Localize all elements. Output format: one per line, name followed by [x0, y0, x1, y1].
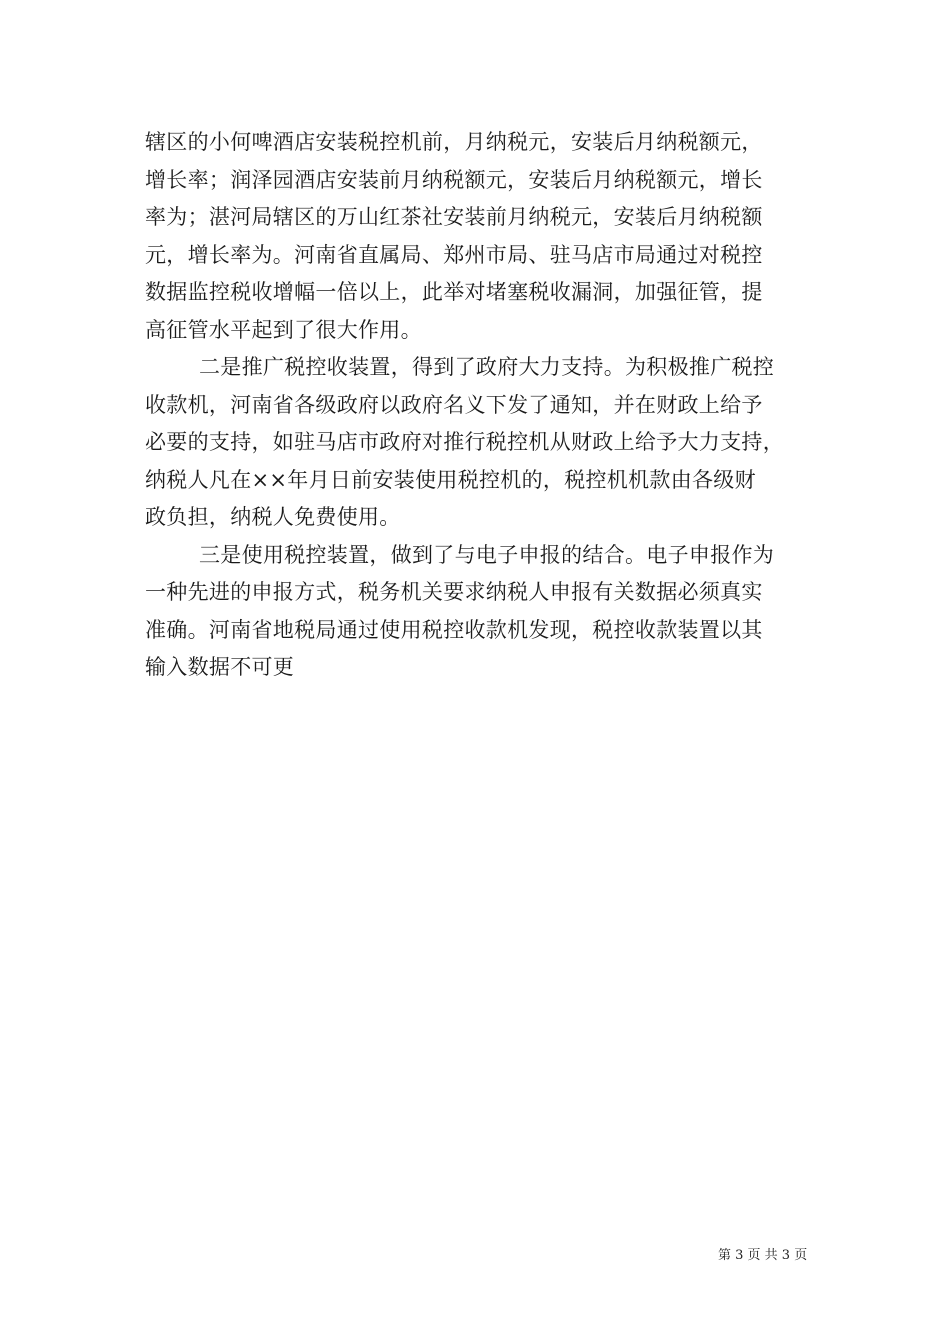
text-line: 一种先进的申报方式，税务机关要求纳税人申报有关数据必须真实 — [145, 580, 763, 604]
text-line: 纳税人凡在××年月日前安装使用税控机的，税控机机款由各级财 — [145, 467, 756, 492]
text-line: 准确。河南省地税局通过使用税控收款机发现，税控收款装置以其 — [145, 617, 763, 642]
text-line: 二是推广税控收装置，得到了政府大力支持。为积极推广税控 — [199, 355, 775, 379]
text-line: 高征管水平起到了很大作用。 — [145, 317, 422, 342]
paragraph-continuation — [145, 124, 810, 349]
text-line: 输入数据不可更 — [145, 655, 295, 679]
text-line: 率为；湛河局辖区的万山红茶社安装前月纳税元，安装后月纳税额 — [145, 205, 763, 229]
text-line: 数据监控税收增幅一倍以上，此举对堵塞税收漏洞，加强征管，提 — [145, 280, 763, 304]
text-line: 必要的支持，如驻马店市政府对推行税控机从财政上给予大力支持， — [145, 430, 784, 454]
text-line: 政负担，纳税人免费使用。 — [145, 505, 401, 529]
text-line: 收款机，河南省各级政府以政府名义下发了通知，并在财政上给予 — [145, 392, 763, 417]
paragraph-third-point — [145, 537, 810, 687]
text-line: 三是使用税控装置，做到了与电子申报的结合。电子申报作为 — [199, 542, 775, 567]
paragraph-second-point — [145, 349, 810, 537]
page-number-footer: 第 3 页 共 3 页 — [718, 1248, 808, 1263]
text-line: 增长率；润泽园酒店安装前月纳税额元，安装后月纳税额元，增长 — [145, 167, 763, 192]
text-line: 元，增长率为。河南省直属局、郑州市局、驻马店市局通过对税控 — [145, 242, 763, 267]
text-line: 辖区的小何啤酒店安装税控机前，月纳税元，安装后月纳税额元， — [145, 130, 763, 154]
document-body — [145, 124, 810, 687]
